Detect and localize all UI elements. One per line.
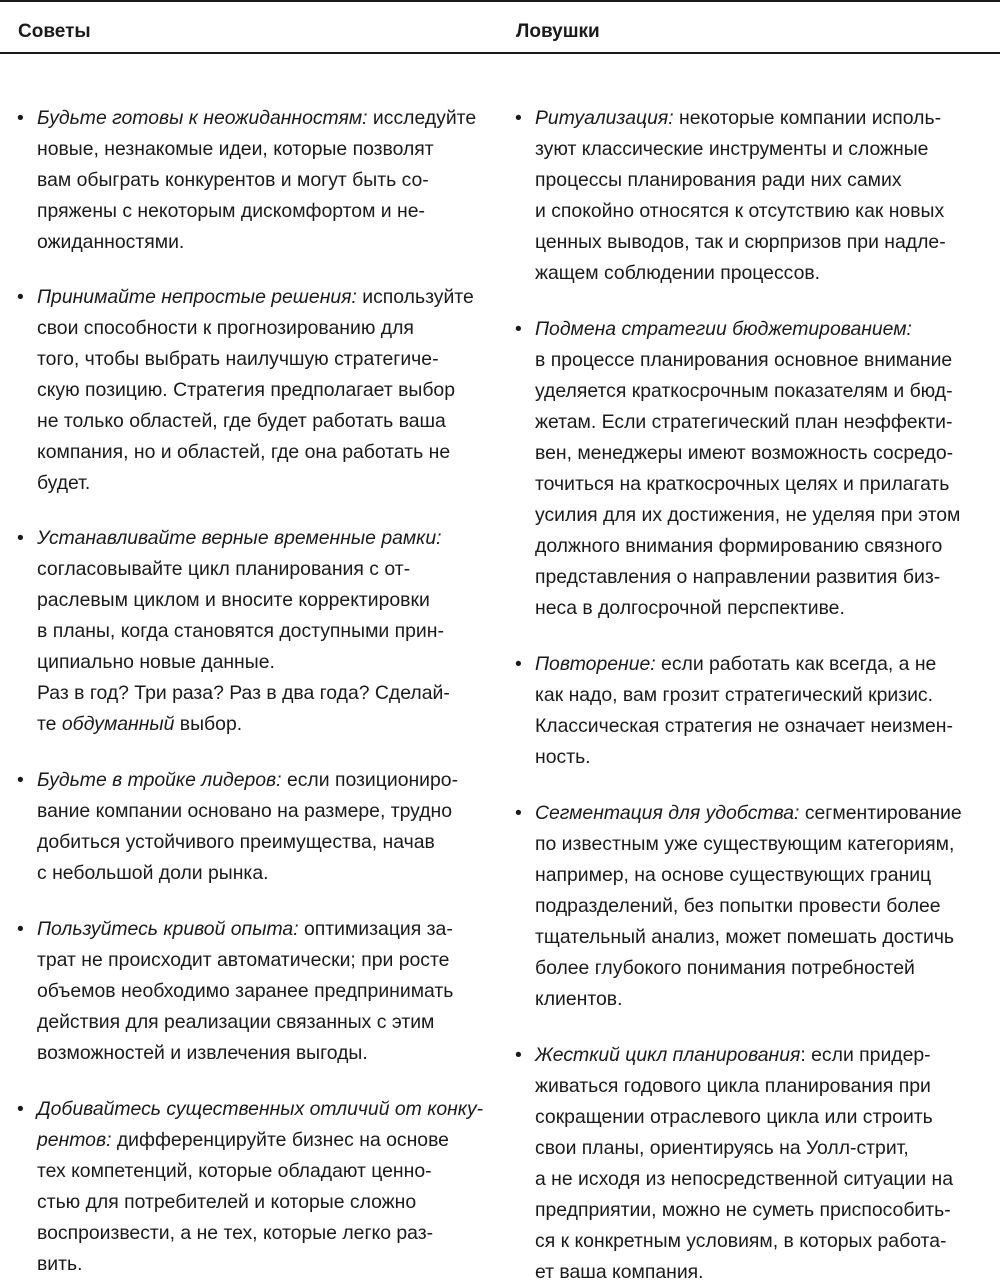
trap-text: если работать как всегда, а не: [655, 653, 937, 675]
tip-line: [37, 914, 492, 945]
tip-lead: Принимайте непростые решения:: [37, 286, 357, 308]
tip-line: вание компании основано на размере, трудно: [37, 800, 453, 822]
trap-line: тщательный анализ, может помешать достичь: [535, 926, 955, 948]
tip-line: действия для реализации связанных с этим: [37, 1011, 435, 1033]
tip-line: ципиально новые данные.: [37, 651, 275, 673]
tip-item: [0, 282, 500, 499]
trap-line: [535, 798, 992, 829]
tip-line: с небольшой доли рынка.: [37, 862, 269, 884]
tip-text: те: [37, 713, 62, 735]
tip-item: [0, 103, 500, 258]
tip-line: трат не происходит автоматически; при росте: [37, 949, 450, 971]
tip-line: [37, 103, 492, 134]
tip-line: Раз в год? Три раза? Раз в два года? Сделай-: [37, 682, 450, 704]
trap-line: [535, 649, 992, 680]
trap-line: [535, 314, 992, 345]
tip-lead: рентов:: [37, 1129, 112, 1151]
bullet-icon: •: [515, 653, 522, 675]
trap-line: по известным уже существующим категориям,: [535, 833, 955, 855]
bullet-icon: •: [515, 1044, 522, 1066]
table-header: [0, 0, 1000, 54]
bullet-icon: •: [515, 318, 522, 340]
tip-lead: Будьте в тройке лидеров:: [37, 769, 282, 791]
bullet-icon: •: [515, 107, 522, 129]
tip-line: [37, 523, 492, 554]
bullet-icon: •: [17, 527, 24, 549]
trap-line: вен, менеджеры имеют возможность сосредо-: [535, 442, 954, 464]
tip-lead: Устанавливайте верные временные рамки:: [37, 527, 442, 549]
trap-text: сегментирование: [799, 802, 962, 824]
trap-line: Классическая стратегия не означает неизмен-: [535, 715, 953, 737]
tip-text: исследуйте: [367, 107, 477, 129]
bullet-icon: •: [515, 802, 522, 824]
trap-line: [535, 1040, 992, 1071]
trap-line: подразделений, без попытки провести более: [535, 895, 941, 917]
traps-column-title: Ловушки: [516, 21, 600, 42]
trap-line: свои планы, ориентируясь на Уолл-стрит,: [535, 1137, 909, 1159]
tip-line: пряжены с некоторым дискомфортом и не-: [37, 200, 425, 222]
trap-line: в процессе планирования основное внимание: [535, 349, 953, 371]
traps-column: [500, 103, 1000, 1288]
tip-line: вить.: [37, 1253, 83, 1275]
trap-line: более глубокого понимания потребностей: [535, 957, 915, 979]
trap-lead: Ритуализация:: [535, 107, 674, 129]
trap-line: ценных выводов, так и сюрпризов при надле-: [535, 231, 946, 253]
trap-line: ет ваша компания.: [535, 1261, 704, 1283]
tip-line: в планы, когда становятся доступными прин-: [37, 620, 444, 642]
tip-text: если позициониро-: [281, 769, 459, 791]
trap-line: жетам. Если стратегический план неэффекти-: [535, 411, 953, 433]
tip-lead: Будьте готовы к неожиданностям:: [37, 107, 368, 129]
tip-line: свои способности к прогнозированию для: [37, 317, 414, 339]
trap-line: зуют классические инструменты и сложные: [535, 138, 929, 160]
tip-line: [37, 765, 492, 796]
trap-line: предприятии, можно не суметь приспособить-: [535, 1199, 951, 1221]
trap-line: процессы планирования ради них самих: [535, 169, 902, 191]
tip-item: [0, 765, 500, 889]
trap-line: неса в долгосрочной перспективе.: [535, 597, 845, 619]
tip-line: того, чтобы выбрать наилучшую стратегиче-: [37, 348, 439, 370]
trap-line: представления о направлении развития биз-: [535, 566, 941, 588]
tip-line: добиться устойчивого преимущества, начав: [37, 831, 435, 853]
tip-line: будет.: [37, 472, 91, 494]
trap-line: жащем соблюдении процессов.: [535, 262, 821, 284]
tip-line: раслевым циклом и вносите корректировки: [37, 589, 430, 611]
trap-lead: Повторение:: [535, 653, 656, 675]
tip-line: ожиданностями.: [37, 231, 185, 253]
trap-line: ность.: [535, 746, 591, 768]
bullet-icon: •: [17, 286, 24, 308]
tip-line: вам обыграть конкурентов и могут быть со-: [37, 169, 429, 191]
trap-text: : если придер-: [800, 1044, 931, 1066]
trap-line: как надо, вам грозит стратегический кризис.: [535, 684, 934, 706]
tip-line: [37, 1094, 492, 1125]
trap-item: [498, 1040, 1000, 1288]
trap-line: и спокойно относятся к отсутствию как новых: [535, 200, 945, 222]
tip-line: тех компетенций, которые обладают ценно-: [37, 1160, 432, 1182]
tip-lead: Пользуйтесь кривой опыта:: [37, 918, 299, 940]
tip-line: не только областей, где будет работать ваша: [37, 410, 446, 432]
trap-line: [535, 103, 992, 134]
trap-line: уделяется краткосрочным показателям и бюд-: [535, 380, 953, 402]
trap-lead: Сегментация для удобства:: [535, 802, 800, 824]
trap-item: [498, 103, 1000, 289]
tip-line: скую позицию. Стратегия предполагает выбор: [37, 379, 455, 401]
trap-line: клиентов.: [535, 988, 623, 1010]
tip-line: согласовывайте цикл планирования с от-: [37, 558, 411, 580]
trap-line: должного внимания формированию связного: [535, 535, 943, 557]
tip-line: [37, 1125, 492, 1156]
tip-emphasis: обдуманный: [61, 713, 175, 735]
bullet-icon: •: [17, 769, 24, 791]
trap-line: ся к конкретным условиям, в которых работа-: [535, 1230, 947, 1252]
tip-text: оптимизация за-: [298, 918, 453, 940]
tip-text: выбор.: [174, 713, 243, 735]
tip-text: дифференцируйте бизнес на основе: [111, 1129, 449, 1151]
tip-line: компания, но и областей, где она работать не: [37, 441, 451, 463]
tip-text: используйте: [356, 286, 474, 308]
trap-line: например, на основе существующих границ: [535, 864, 932, 886]
tip-item: [0, 914, 500, 1069]
trap-line: точиться на краткосрочных целях и прилагать: [535, 473, 950, 495]
trap-lead: Жесткий цикл планирования: [535, 1044, 801, 1066]
trap-line: усилия для их достижения, не уделяя при этом: [535, 504, 961, 526]
tip-line: воспроизвести, а не тех, которые легко раз-: [37, 1222, 434, 1244]
tips-column: [0, 103, 500, 1280]
tip-line: возможностей и извлечения выгоды.: [37, 1042, 368, 1064]
trap-line: сокращении отраслевого цикла или строить: [535, 1106, 933, 1128]
bullet-icon: •: [17, 1098, 24, 1120]
tip-line: [37, 709, 492, 740]
trap-line: а не исходя из непосредственной ситуации на: [535, 1168, 954, 1190]
trap-item: [498, 649, 1000, 773]
trap-line: живаться годового цикла планирования при: [535, 1075, 931, 1097]
trap-item: [498, 314, 1000, 624]
trap-text: некоторые компании исполь-: [673, 107, 942, 129]
bullet-icon: •: [17, 107, 24, 129]
tip-line: объемов необходимо заранее предпринимать: [37, 980, 454, 1002]
tips-column-title: Советы: [18, 21, 91, 42]
tip-item: [0, 1094, 500, 1280]
tip-item: [0, 523, 500, 740]
tip-line: стью для потребителей и которые сложно: [37, 1191, 417, 1213]
tip-lead: Добивайтесь существенных отличий от конку-: [37, 1098, 484, 1120]
bullet-icon: •: [17, 918, 24, 940]
tip-line: [37, 282, 492, 313]
trap-lead: Подмена стратегии бюджетированием:: [535, 318, 912, 340]
tip-line: новые, незнакомые идеи, которые позволят: [37, 138, 434, 160]
trap-item: [498, 798, 1000, 1015]
